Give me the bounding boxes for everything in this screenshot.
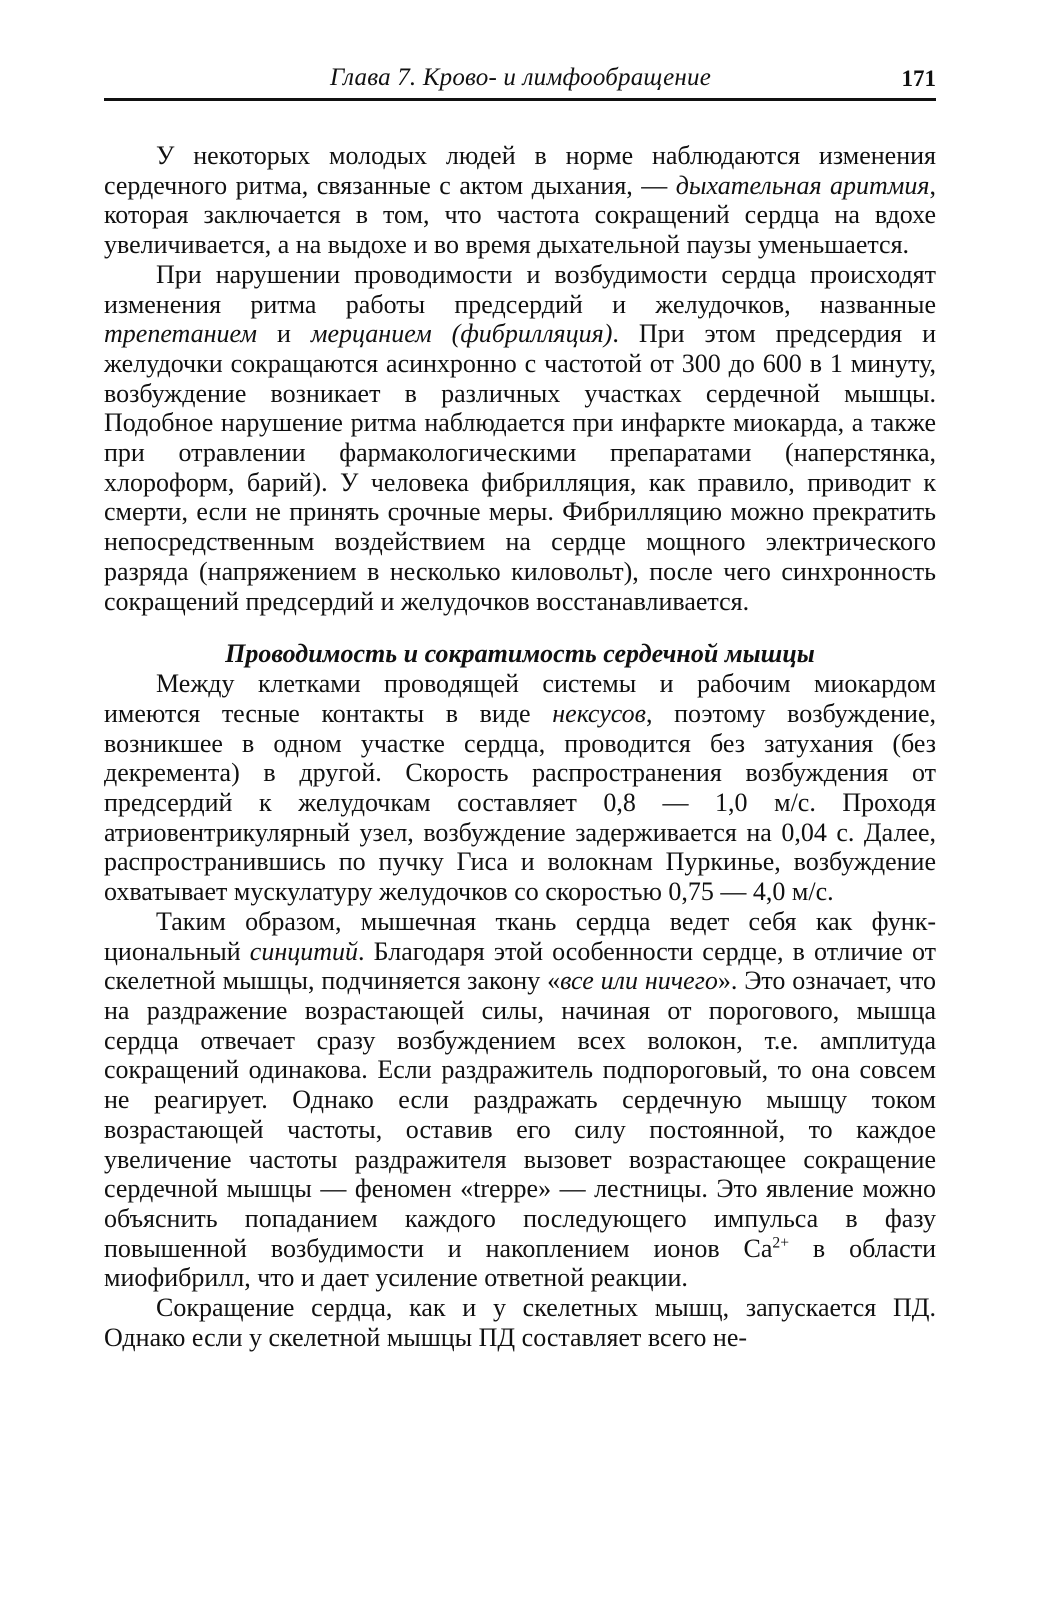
term-all-or-nothing: все или ничего	[560, 966, 718, 996]
term-nexus: нексусов	[552, 698, 646, 728]
paragraph-syncytium	[104, 907, 936, 1293]
text-run: , которая заключается в том, что частота сокращений сердца на вдохе увеличивается, а на выдохе и во время дыхательной паузы уменьшается.	[104, 170, 936, 260]
term-syncytium: синцитий	[249, 936, 359, 966]
text-run: , поэтому возбуждение, возникшее в одном участке сердца, проводится без затухания (без декремента) в другой. Скорость распространения возбуждения от предсердий к желудочкам составляет 0,8 — 1,0 м/с. Проходя атриовентрикулярный узел, возбуждение задерживается на 0,04 с. Далее, распространившись по пучку Гиса и волокнам Пуркинье, возбуждение охватывает мускулатуру желудочков со скоростью 0,75 — 4,0 м/с.	[104, 698, 937, 907]
section-heading: Проводимость и сократимость сердечной мышцы	[225, 639, 815, 669]
text-run: ». Это означает, что на раздражение возрастающей силы, начиная от порогового, мышца сердца отвечает сразу возбуждением всех волокон, т.е. амплитуда сокращений одинакова. Если раздражитель подпороговый, то она совсем не реагирует. Однако если раздражать сердечную мышцу током возрастающей частоты, оставив его силу постоянной, то каждое увеличение частоты раздражителя вызовет возрастающее сокращение сердечной мышцы — феномен «treppe» — лестницы. Это явление можно объяснить попаданием каждого последующего импульса в фазу повышенной возбудимости и накоплением ионов Ca	[104, 966, 936, 1263]
text-run: Между клетками проводящей системы и рабочим миокардом имеются тесные контакты в виде	[104, 669, 936, 728]
paragraph-respiratory-arrhythmia	[104, 141, 936, 260]
text-run: Таким образом, мышечная ткань сердца ведет себя как функциональный	[104, 906, 936, 966]
text-run: и	[257, 319, 311, 349]
paragraph-contraction	[104, 1293, 936, 1352]
text-run: в области миофибрилл, что и дает усиление ответной реакции.	[104, 1233, 936, 1293]
text-run: . При этом предсердия и желудочки сокращаются асинхронно с частотой от 300 до 600 в 1 минуту, возбуждение возникает в различных участках сердечной мышцы. Подобное нарушение ритма наблюдается при инфаркте миокарда, а также при отравлении фармакологическими препаратами (наперстянка, хлороформ, барий). У человека фибрилляция, как правило, приводит к смерти, если не принять срочные меры. Фибрилляцию можно прекратить непосредственным воздействием на сердце мощного электрического разряда (напряжением в несколько киловольт), после чего синхронность сокращений предсердий и желудочков восстанавливается.	[104, 319, 936, 616]
text-run: При нарушении проводимости и возбудимости сердца происходят изменения ритма работы предсердий и желудочков, названные	[104, 259, 936, 319]
running-head	[104, 60, 936, 101]
term-flutter: трепетанием	[104, 319, 257, 349]
book-page	[104, 60, 936, 1352]
paragraph-conduction	[104, 669, 936, 907]
text-run: . Благодаря этой особенности сердце, в отличие от скелетной мышцы, подчиняется закону «	[104, 936, 937, 996]
running-title: Глава 7. Крово- и лимфообращение	[330, 64, 711, 91]
superscript-charge: 2+	[772, 1233, 789, 1251]
page-number: 171	[901, 66, 936, 91]
term-fibrillation: мерцанием (фибрилляция)	[310, 319, 613, 349]
term-respiratory-arrhythmia: дыхательная аритмия	[675, 170, 930, 200]
body-text	[104, 141, 936, 1352]
text-run: У некоторых молодых людей в норме наблюдаются изменения сердечного ритма, связанные с актом дыхания, —	[104, 141, 936, 200]
paragraph-fibrillation	[104, 260, 936, 616]
text-run: Сокращение сердца, как и у скелетных мышц, запускается ПД. Однако если у скелетной мышцы ПД составляет всего не-	[104, 1293, 936, 1352]
